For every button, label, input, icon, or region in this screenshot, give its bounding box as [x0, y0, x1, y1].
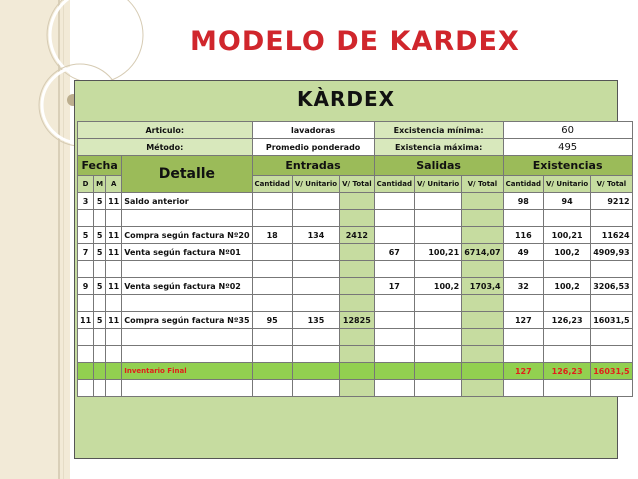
- header-salidas: Salidas: [374, 156, 503, 176]
- cell-sal-cantidad: [374, 193, 414, 210]
- cell-ent-cantidad: [252, 193, 292, 210]
- cell-sal-v-unitario: 100,2: [414, 278, 461, 295]
- cell-exi-cantidad: [503, 295, 543, 312]
- header-d: D: [78, 176, 94, 193]
- cell-exi-cantidad: 49: [503, 244, 543, 261]
- cell-exi-v-total: 16031,5: [591, 312, 632, 329]
- table-row: [78, 329, 633, 346]
- cell-ent-cantidad: 95: [252, 312, 292, 329]
- cell-ent-v-unitario: 135: [292, 312, 339, 329]
- cell-ent-cantidad: [252, 278, 292, 295]
- cell-ent-v-unitario: [292, 295, 339, 312]
- cell-m: 5: [94, 278, 106, 295]
- cell-sal-v-total: [462, 227, 503, 244]
- cell-detalle: Venta según factura Nº01: [122, 244, 252, 261]
- header-entradas: Entradas: [252, 156, 374, 176]
- cell-sal-cantidad: 67: [374, 244, 414, 261]
- cell-sal-v-total: [462, 210, 503, 227]
- cell-sal-v-unitario: [414, 346, 461, 363]
- cell-detalle: [122, 346, 252, 363]
- cell-sal-v-total: [462, 346, 503, 363]
- cell-exi-v-unitario: 126,23: [543, 312, 590, 329]
- cell-ent-cantidad: 18: [252, 227, 292, 244]
- cell-sal-v-total: [462, 193, 503, 210]
- cell-sal-v-total: 6714,07: [462, 244, 503, 261]
- table-row: [78, 380, 633, 397]
- cell-exi-v-unitario: [543, 329, 590, 346]
- final-cantidad: 127: [503, 363, 543, 380]
- cell-exi-cantidad: 32: [503, 278, 543, 295]
- cell-exi-cantidad: [503, 261, 543, 278]
- cell-ent-v-unitario: 134: [292, 227, 339, 244]
- table-row: [78, 312, 633, 329]
- cell-exi-cantidad: [503, 329, 543, 346]
- cell-a: [106, 329, 122, 346]
- cell-detalle: [122, 329, 252, 346]
- final-v-total: 16031,5: [591, 363, 632, 380]
- cell-exi-cantidad: [503, 346, 543, 363]
- cell-sal-v-unitario: [414, 261, 461, 278]
- header-entradas-v-total: V/ Total: [340, 176, 375, 193]
- cell-sal-v-unitario: 100,21: [414, 244, 461, 261]
- cell-a: [106, 261, 122, 278]
- cell-exi-v-total: [591, 210, 632, 227]
- cell-ent-cantidad: [252, 329, 292, 346]
- header-entradas-v-unitario: V/ Unitario: [292, 176, 339, 193]
- header-existencias: Existencias: [503, 156, 632, 176]
- table-row: [78, 278, 633, 295]
- cell-ent-v-total: 2412: [340, 227, 375, 244]
- header-entradas-cantidad: Cantidad: [252, 176, 292, 193]
- cell-m: [94, 295, 106, 312]
- cell-sal-v-unitario: [414, 210, 461, 227]
- cell-a: [106, 210, 122, 227]
- cell-d: [78, 329, 94, 346]
- table-row: [78, 193, 633, 210]
- articulo-label: Articulo:: [78, 122, 253, 139]
- header-existencias-v-total: V/ Total: [591, 176, 632, 193]
- cell-detalle: Saldo anterior: [122, 193, 252, 210]
- articulo-value: lavadoras: [252, 122, 374, 139]
- cell-m: 5: [94, 227, 106, 244]
- cell-ent-v-total: [340, 329, 375, 346]
- cell-exi-v-unitario: [543, 295, 590, 312]
- cell-exi-v-unitario: 100,21: [543, 227, 590, 244]
- cell-ent-cantidad: [252, 210, 292, 227]
- final-label: Inventario Final: [122, 363, 252, 380]
- cell-ent-v-unitario: [292, 210, 339, 227]
- cell-exi-v-total: 4909,93: [591, 244, 632, 261]
- slide-title: MODELO DE KARDEX: [190, 26, 520, 57]
- cell-m: [94, 329, 106, 346]
- cell-exi-v-unitario: 100,2: [543, 244, 590, 261]
- table-row: [78, 295, 633, 312]
- cell-ent-cantidad: [252, 295, 292, 312]
- cell-exi-cantidad: [503, 210, 543, 227]
- cell-exi-v-total: [591, 295, 632, 312]
- header-existencias-v-unitario: V/ Unitario: [543, 176, 590, 193]
- header-salidas-v-unitario: V/ Unitario: [414, 176, 461, 193]
- cell-d: 11: [78, 312, 94, 329]
- cell-exi-v-unitario: 94: [543, 193, 590, 210]
- cell-ent-v-unitario: [292, 329, 339, 346]
- header-fecha: Fecha: [78, 156, 122, 176]
- cell-exi-cantidad: 116: [503, 227, 543, 244]
- cell-m: [94, 210, 106, 227]
- cell-sal-cantidad: [374, 227, 414, 244]
- cell-ent-v-total: [340, 193, 375, 210]
- table-row: [78, 244, 633, 261]
- final-v-unitario: 126,23: [543, 363, 590, 380]
- header-salidas-cantidad: Cantidad: [374, 176, 414, 193]
- cell-ent-v-total: [340, 346, 375, 363]
- cell-sal-cantidad: [374, 210, 414, 227]
- metodo-value: Promedio ponderado: [252, 139, 374, 156]
- table-row: [78, 227, 633, 244]
- cell-a: [106, 346, 122, 363]
- cell-exi-v-unitario: [543, 210, 590, 227]
- header-row: [78, 156, 633, 176]
- cell-sal-v-total: [462, 295, 503, 312]
- header-a: A: [106, 176, 122, 193]
- cell-sal-v-total: [462, 261, 503, 278]
- cell-detalle: Compra según factura Nº20: [122, 227, 252, 244]
- cell-sal-cantidad: [374, 329, 414, 346]
- final-inventory-row: [78, 363, 633, 380]
- cell-sal-v-total: [462, 312, 503, 329]
- cell-ent-v-unitario: [292, 193, 339, 210]
- cell-d: [78, 210, 94, 227]
- cell-exi-cantidad: 127: [503, 312, 543, 329]
- cell-d: [78, 261, 94, 278]
- header-existencias-cantidad: Cantidad: [503, 176, 543, 193]
- cell-ent-v-total: [340, 278, 375, 295]
- info-row-articulo: [78, 122, 633, 139]
- cell-sal-v-unitario: [414, 295, 461, 312]
- kardex-sheet: [74, 80, 630, 459]
- cell-exi-cantidad: 98: [503, 193, 543, 210]
- exist-min-label: Excistencia mínima:: [374, 122, 503, 139]
- cell-d: [78, 346, 94, 363]
- cell-a: 11: [106, 227, 122, 244]
- header-detalle: Detalle: [122, 156, 252, 193]
- cell-detalle: Compra según factura Nº35: [122, 312, 252, 329]
- cell-detalle: Venta según factura Nº02: [122, 278, 252, 295]
- cell-sal-cantidad: [374, 261, 414, 278]
- cell-sal-v-unitario: [414, 312, 461, 329]
- cell-a: 11: [106, 278, 122, 295]
- cell-exi-v-total: 3206,53: [591, 278, 632, 295]
- cell-ent-v-unitario: [292, 278, 339, 295]
- cell-m: [94, 261, 106, 278]
- cell-a: [106, 295, 122, 312]
- cell-ent-cantidad: [252, 244, 292, 261]
- metodo-label: Método:: [78, 139, 253, 156]
- cell-sal-v-total: [462, 329, 503, 346]
- cell-exi-v-unitario: [543, 261, 590, 278]
- cell-m: 5: [94, 312, 106, 329]
- cell-sal-cantidad: [374, 346, 414, 363]
- cell-d: 3: [78, 193, 94, 210]
- cell-ent-v-total: [340, 244, 375, 261]
- cell-ent-v-total: [340, 261, 375, 278]
- cell-exi-v-total: [591, 346, 632, 363]
- exist-max-label: Existencia máxima:: [374, 139, 503, 156]
- cell-m: 5: [94, 244, 106, 261]
- cell-ent-v-unitario: [292, 261, 339, 278]
- cell-sal-v-unitario: [414, 329, 461, 346]
- kardex-table: [77, 121, 633, 397]
- cell-exi-v-unitario: [543, 346, 590, 363]
- cell-exi-v-total: [591, 329, 632, 346]
- cell-d: 5: [78, 227, 94, 244]
- cell-ent-v-unitario: [292, 346, 339, 363]
- cell-a: 11: [106, 312, 122, 329]
- header-salidas-v-total: V/ Total: [462, 176, 503, 193]
- cell-exi-v-total: 9212: [591, 193, 632, 210]
- cell-d: 7: [78, 244, 94, 261]
- header-m: M: [94, 176, 106, 193]
- table-row: [78, 210, 633, 227]
- cell-a: 11: [106, 244, 122, 261]
- table-row: [78, 261, 633, 278]
- cell-detalle: [122, 210, 252, 227]
- cell-exi-v-unitario: 100,2: [543, 278, 590, 295]
- cell-ent-v-total: 12825: [340, 312, 375, 329]
- exist-min-value: 60: [503, 122, 632, 139]
- cell-sal-v-unitario: [414, 227, 461, 244]
- cell-ent-v-total: [340, 295, 375, 312]
- cell-m: 5: [94, 193, 106, 210]
- cell-sal-cantidad: [374, 295, 414, 312]
- cell-m: [94, 346, 106, 363]
- cell-detalle: [122, 261, 252, 278]
- cell-sal-cantidad: 17: [374, 278, 414, 295]
- info-row-metodo: [78, 139, 633, 156]
- cell-d: 9: [78, 278, 94, 295]
- table-row: [78, 346, 633, 363]
- cell-a: 11: [106, 193, 122, 210]
- cell-exi-v-total: [591, 261, 632, 278]
- cell-d: [78, 295, 94, 312]
- kardex-title: KÀRDEX: [296, 87, 396, 111]
- exist-max-value: 495: [503, 139, 632, 156]
- cell-sal-cantidad: [374, 312, 414, 329]
- cell-exi-v-total: 11624: [591, 227, 632, 244]
- cell-ent-cantidad: [252, 346, 292, 363]
- cell-ent-cantidad: [252, 261, 292, 278]
- cell-sal-v-unitario: [414, 193, 461, 210]
- cell-detalle: [122, 295, 252, 312]
- cell-ent-v-unitario: [292, 244, 339, 261]
- cell-ent-v-total: [340, 210, 375, 227]
- cell-sal-v-total: 1703,4: [462, 278, 503, 295]
